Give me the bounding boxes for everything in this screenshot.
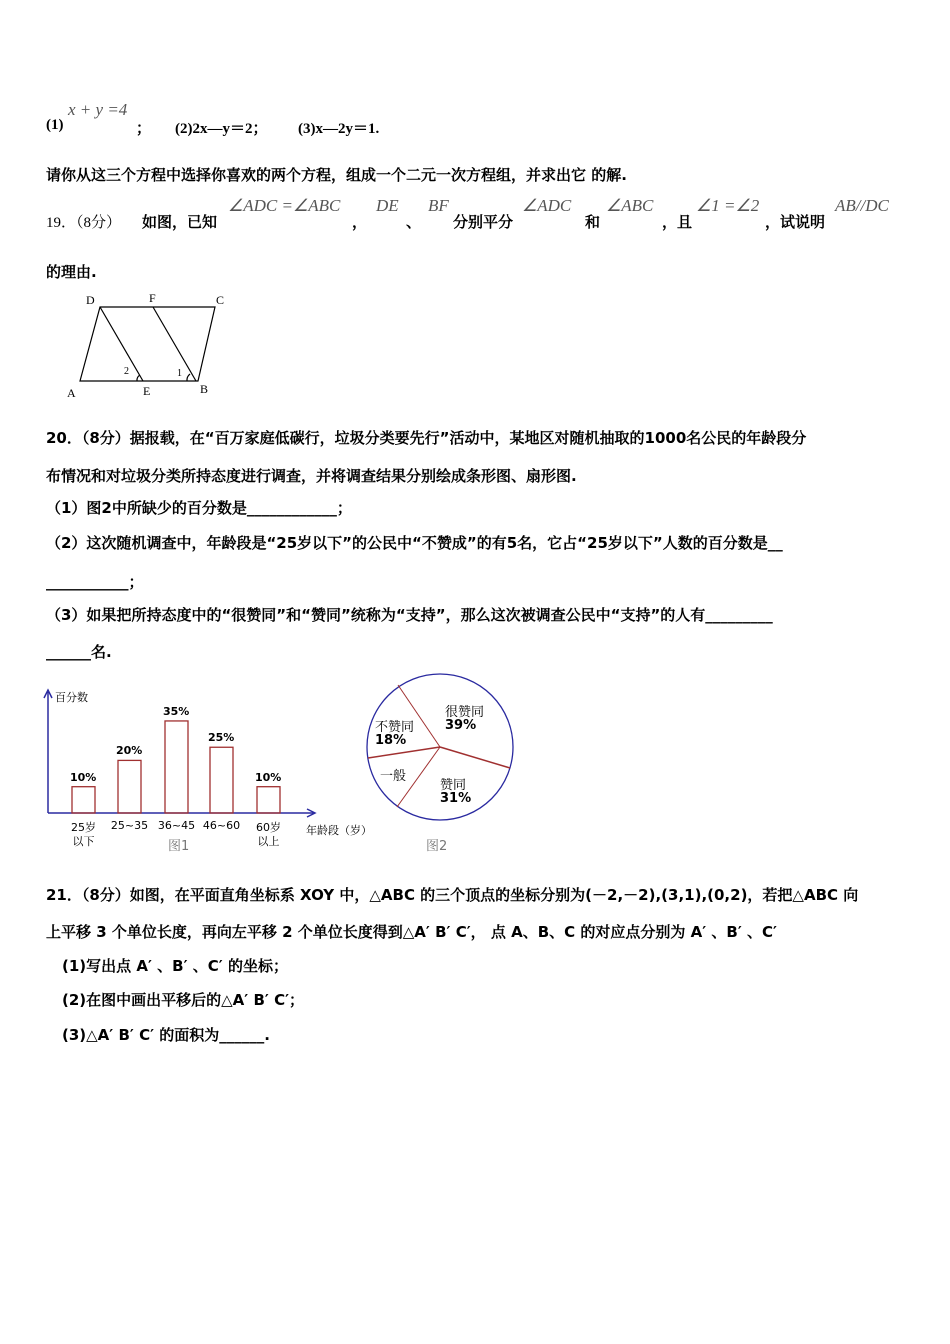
pie-slice-label: 赞同: [440, 778, 467, 793]
q19-math: ∠ADC: [522, 196, 572, 215]
bar: [165, 721, 188, 813]
pie-slice-label: 不赞同: [375, 720, 415, 735]
q20-sub2-blank: ___________；: [46, 573, 144, 591]
chart-title-fig2: 图2: [426, 839, 448, 854]
q19-math: ∠ADC =∠ABC: [228, 196, 341, 215]
q19-text: 、: [406, 213, 422, 231]
x-tick-label: 以下: [72, 835, 95, 848]
pie-divider: [368, 747, 440, 758]
q20-text: 布情况和对垃圾分类所持态度进行调查，并将调查结果分别绘成条形图、扇形图.: [46, 467, 577, 485]
q21-text: 上平移 3 个单位长度，再向左平移 2 个单位长度得到△A′ B′ C′， 点 A、B、C 的对应点分别为 A′ 、B′ 、C′: [46, 923, 777, 941]
q18-eq2: (2)2x—y＝2；: [175, 121, 268, 137]
q21-text: 21．（8分）如图，在平面直角坐标系 XOY 中，△ABC 的三个顶点的坐标分别为(－2,－2),(3,1),(0,2)，若把△ABC 向: [46, 886, 859, 904]
q20-sub3: （3）如果把所持态度中的“很赞同”和“赞同”统称为“支持”，那么这次被调查公民中“支持”的人有_________: [46, 606, 773, 624]
q19-text: ，试说明: [765, 213, 826, 231]
q21-sub1: (1)写出点 A′ 、B′ 、C′ 的坐标；: [62, 957, 288, 975]
q19-text: 分别平分: [453, 213, 514, 231]
label-b: B: [200, 382, 209, 396]
q18-eq1: x + y =4: [68, 100, 128, 119]
x-tick-label: 36~45: [157, 819, 196, 832]
q18-instruction: 请你从这三个方程中选择你喜欢的两个方程，组成一个二元一次方程组，并求出它 的解.: [46, 166, 627, 184]
bar-value-label: 10%: [255, 770, 282, 784]
q19-number: 19．（8分）: [46, 215, 122, 231]
q18-part1-label: (1): [46, 117, 64, 133]
bar-value-label: 10%: [70, 770, 97, 784]
q19-text: 和: [585, 213, 601, 231]
pie-slice-value: 31%: [440, 791, 472, 806]
x-tick-label: 46~60: [202, 819, 241, 832]
q20-sub1: （1）图2中所缺少的百分数是____________；: [46, 499, 352, 517]
label-f: F: [149, 291, 156, 305]
q21-sub2: (2)在图中画出平移后的△A′ B′ C′；: [62, 991, 305, 1009]
q19-text: ，且: [662, 213, 693, 231]
q18-semicolon: ；: [136, 119, 152, 137]
bar-value-label: 35%: [163, 704, 190, 718]
q19-text: 如图，已知: [142, 213, 218, 231]
label-a: A: [67, 386, 76, 400]
label-e: E: [143, 384, 151, 398]
pie-slice-value: 18%: [375, 733, 407, 748]
x-tick-label: 60岁: [256, 821, 281, 834]
q19-math: ∠1 =∠2: [696, 196, 760, 215]
bar: [210, 747, 233, 813]
pie-slice-label: 一般: [380, 769, 407, 784]
q20-sub2: （2）这次随机调查中，年龄段是“25岁以下”的公民中“不赞成”的有5名，它占“25岁以下”人数的百分数是__: [46, 534, 783, 552]
pie-divider: [440, 747, 510, 768]
x-axis-label: 年龄段（岁）: [306, 824, 372, 837]
y-axis-label: 百分数: [55, 691, 88, 704]
q21-sub3: (3)△A′ B′ C′ 的面积为______.: [62, 1026, 270, 1044]
q18-eq3: (3)x—2y＝1.: [298, 121, 380, 137]
bar: [118, 760, 141, 813]
q19-math: ∠ABC: [606, 196, 654, 215]
label-angle-1: 1: [177, 368, 182, 379]
label-d: D: [86, 293, 95, 307]
x-tick-label: 25岁: [71, 821, 96, 834]
q19-text: 的理由.: [46, 263, 97, 281]
q20-sub3-blank: ______名.: [46, 643, 112, 661]
label-c: C: [216, 293, 225, 307]
chart-title-fig1: 图1: [168, 839, 190, 854]
q19-math: BF: [428, 196, 449, 215]
bar: [72, 787, 95, 813]
q19-math: DE: [376, 196, 399, 215]
bar-value-label: 25%: [208, 731, 235, 745]
pie-slice-value: 39%: [445, 718, 477, 733]
x-tick-label: 25~35: [110, 819, 149, 832]
label-angle-2: 2: [124, 366, 129, 377]
q19-text: ，: [352, 213, 368, 231]
bar: [257, 787, 280, 813]
q19-math: AB//DC: [835, 196, 889, 215]
pie-slice-label: 很赞同: [445, 705, 485, 720]
q20-text: 20．（8分）据报载，在“百万家庭低碳行，垃圾分类要先行”活动中，某地区对随机抽取的1000名公民的年龄段分: [46, 429, 807, 447]
x-tick-label: 以上: [257, 835, 280, 848]
bar-value-label: 20%: [116, 744, 143, 758]
